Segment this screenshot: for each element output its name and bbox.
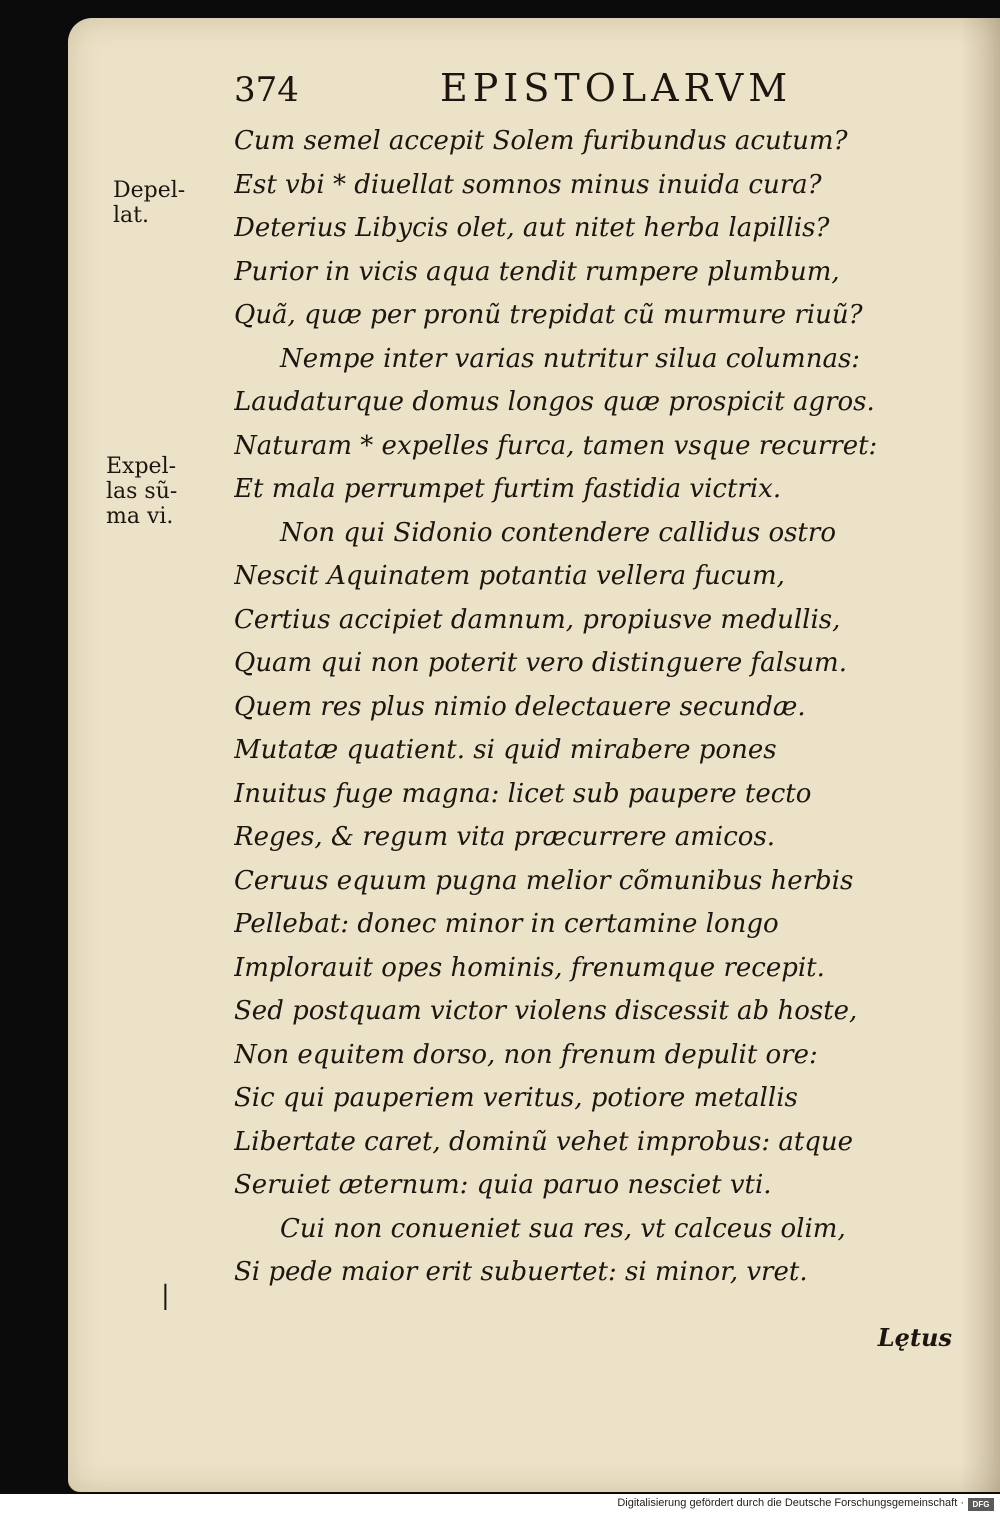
verse-line-22: Non equitem dorso, non frenum depulit ore:	[234, 1039, 818, 1070]
verse-line-26: Cui non conueniet sua res, vt calceus olim,	[280, 1213, 846, 1244]
verse-line-17: Reges, & regum vita præcurrere amicos.	[234, 822, 776, 852]
verse-line-1: Cum semel accepit Solem furibundus acutum?	[234, 126, 848, 156]
verse-line-5: Quã, quæ per pronũ trepidat cũ murmure riuũ?	[234, 300, 863, 330]
footer-bar	[0, 1494, 1000, 1515]
margin-note-line: ma vi.	[106, 504, 174, 529]
book-page	[68, 18, 1000, 1492]
running-head: EPISTOLARVM	[440, 66, 793, 110]
verse-line-13: Quam qui non poterit vero distinguere falsum.	[234, 648, 847, 678]
margin-note-line: las sũ-	[106, 479, 178, 504]
dfg-logo-icon: DFG	[968, 1498, 994, 1511]
verse-line-9: Et mala perrumpet furtim fastidia victrix.	[234, 474, 782, 504]
verse-line-12: Certius accipiet damnum, propiusve medullis,	[234, 604, 841, 635]
verse-line-8: Naturam * expelles furca, tamen vsque recurret:	[234, 430, 878, 461]
margin-note-expellas	[106, 454, 177, 529]
verse-line-27: Si pede maior erit subuertet: si minor, vret.	[234, 1257, 808, 1287]
margin-note-mark	[161, 1281, 170, 1311]
verse-line-24: Libertate caret, dominũ vehet improbus: atque	[234, 1126, 854, 1157]
page-number: 374	[234, 70, 299, 110]
margin-note-line: |	[161, 1281, 170, 1311]
catchword: Lętus	[877, 1323, 952, 1352]
margin-note-line: Expel-	[106, 454, 177, 479]
verse-text-block	[234, 120, 974, 1295]
verse-line-18: Ceruus equum pugna melior cõmunibus herbis	[234, 865, 854, 896]
margin-note-line: Depel-	[113, 178, 186, 203]
verse-line-11: Nescit Aquinatem potantia vellera fucum,	[234, 561, 785, 591]
verse-line-15: Mutatæ quatient. si quid mirabere pones	[234, 735, 777, 765]
verse-line-19: Pellebat: donec minor in certamine longo	[234, 909, 779, 939]
verse-line-3: Deterius Libycis olet, aut nitet herba lapillis?	[234, 213, 830, 243]
verse-line-16: Inuitus fuge magna: licet sub paupere tecto	[234, 778, 812, 809]
verse-line-23: Sic qui pauperiem veritus, potiore metallis	[234, 1083, 798, 1113]
verse-line-2: Est vbi * diuellat somnos minus inuida cura?	[234, 169, 822, 200]
funding-credit: Digitalisierung gefördert durch die Deutsche Forschungsgemeinschaft ·	[617, 1497, 964, 1509]
verse-line-7: Laudaturque domus longos quæ prospicit agros.	[234, 387, 875, 417]
verse-line-6: Nempe inter varias nutritur silua columnas:	[280, 343, 861, 374]
verse-line-10: Non qui Sidonio contendere callidus ostro	[280, 517, 836, 548]
margin-note-depellat	[113, 178, 185, 228]
verse-line-4: Purior in vicis aqua tendit rumpere plumbum,	[234, 256, 840, 287]
verse-line-25: Seruiet æternum: quia paruo nesciet vti.	[234, 1170, 772, 1200]
verse-line-21: Sed postquam victor violens discessit ab hoste,	[234, 996, 858, 1026]
verse-line-14: Quem res plus nimio delectauere secundæ.	[234, 691, 806, 722]
verse-line-20: Implorauit opes hominis, frenumque recepit.	[234, 952, 825, 983]
margin-note-line: lat.	[113, 203, 149, 228]
